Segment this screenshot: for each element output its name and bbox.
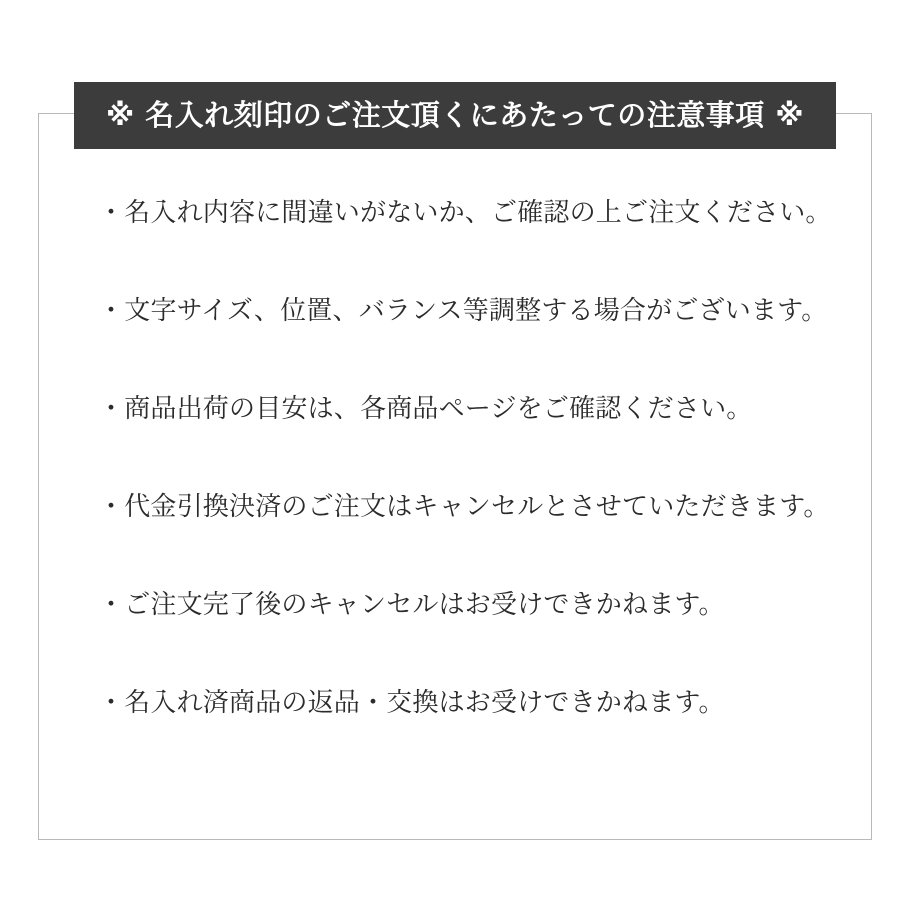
notice-title-band — [74, 82, 836, 149]
page-title: ※ 名入れ刻印のご注文頂くにあたっての注意事項 ※ — [105, 98, 805, 132]
list-item: ・代金引換決済のご注文はキャンセルとさせていただきます。 — [98, 492, 830, 523]
notice-list — [98, 196, 832, 722]
list-item: ・ご注文完了後のキャンセルはお受けできかねます。 — [98, 590, 725, 621]
list-item: ・文字サイズ、位置、バランス等調整する場合がございます。 — [98, 296, 828, 327]
list-item: ・名入れ済商品の返品・交換はお受けできかねます。 — [98, 688, 725, 719]
list-item: ・商品出荷の目安は、各商品ページをご確認ください。 — [98, 394, 753, 425]
list-item: ・名入れ内容に間違いがないか、ご確認の上ご注文ください。 — [98, 198, 832, 228]
